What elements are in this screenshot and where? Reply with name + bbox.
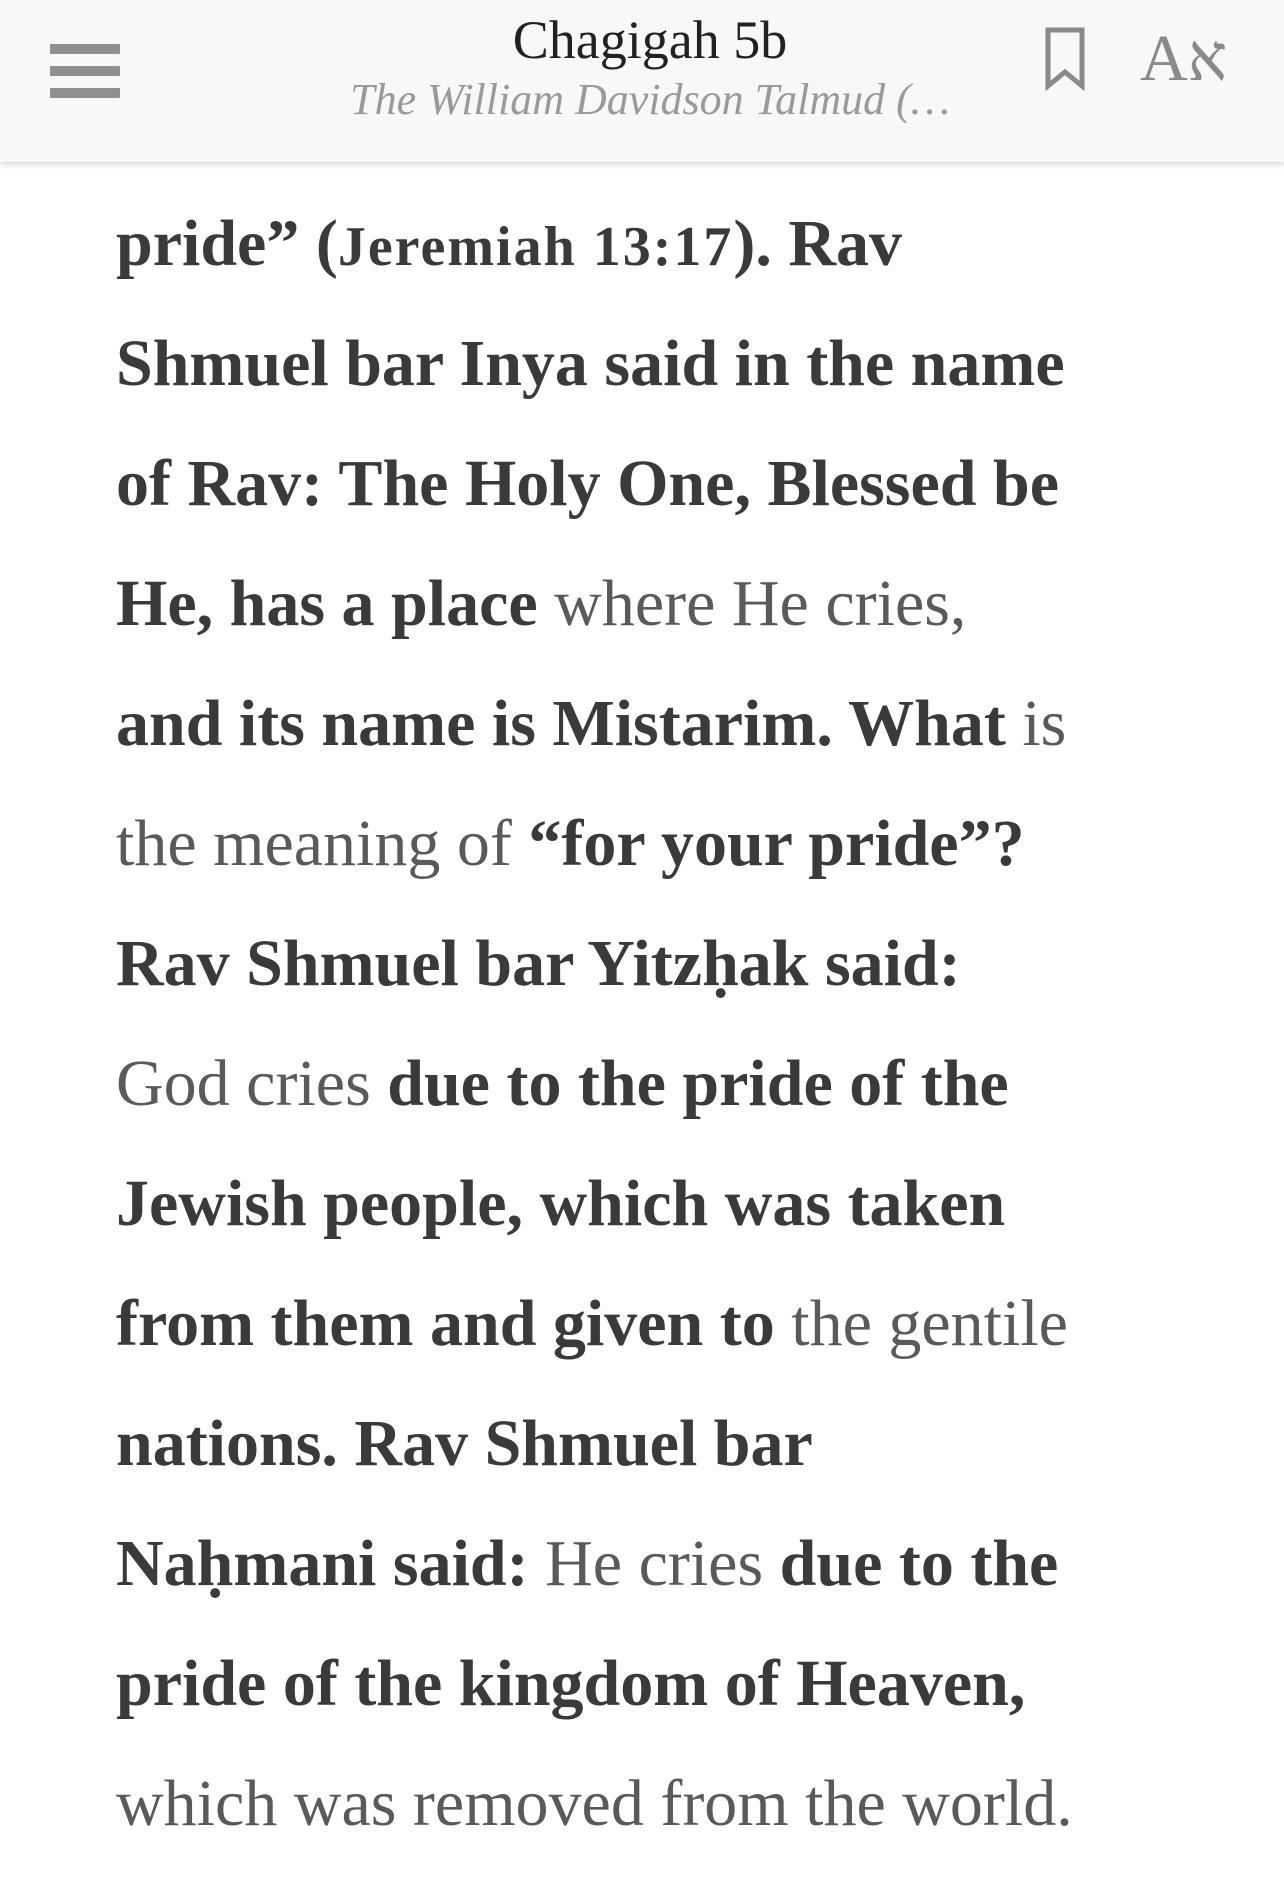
translation-text: of Rav: The Holy One, Blessed be <box>116 447 1059 520</box>
text-line <box>116 1384 1206 1504</box>
translation-text: due to the pride of the <box>387 1047 1009 1120</box>
reader-header <box>0 0 1284 162</box>
translation-text: pride” ( <box>116 207 338 280</box>
hamburger-menu-icon[interactable] <box>46 38 124 106</box>
title-block[interactable] <box>300 8 1000 128</box>
commentary-text: is <box>1022 687 1067 760</box>
text-line <box>116 904 1206 1024</box>
commentary-text: God cries <box>116 1047 388 1120</box>
text-line <box>116 424 1206 544</box>
translation-text: pride of the kingdom of Heaven, <box>116 1647 1026 1720</box>
text-line <box>116 784 1206 904</box>
translation-text: Rav Shmuel bar Yitzḥak said: <box>116 927 961 1000</box>
translation-text: Jewish people, which was taken <box>116 1167 1006 1240</box>
text-line <box>116 1144 1206 1264</box>
translation-text: and its name is Mistarim. What <box>116 687 1023 760</box>
page-title: Chagigah 5b <box>512 10 788 70</box>
text-line <box>116 1624 1206 1744</box>
translation-text: nations. Rav Shmuel bar <box>116 1407 813 1480</box>
text-line <box>116 184 1206 304</box>
page-subtitle: The William Davidson Talmud (… <box>350 75 950 124</box>
text-line <box>116 664 1206 784</box>
text-line <box>116 304 1206 424</box>
language-toggle-button[interactable]: Aא <box>1140 22 1228 95</box>
text-line <box>116 544 1206 664</box>
translation-text: due to the <box>779 1527 1059 1600</box>
text-content <box>116 184 1206 1864</box>
translation-text: “for your pride”? <box>528 807 1025 880</box>
commentary-text: the meaning of <box>116 807 529 880</box>
menu-bar <box>50 44 120 54</box>
translation-text: He, has a place <box>116 567 555 640</box>
text-line <box>116 1024 1206 1144</box>
commentary-text: where He cries, <box>554 567 967 640</box>
translation-text: ). Rav <box>733 207 903 280</box>
commentary-text: He cries <box>545 1527 780 1600</box>
text-line <box>116 1504 1206 1624</box>
menu-bar <box>50 66 120 76</box>
translation-text: Naḥmani said: <box>116 1527 546 1600</box>
text-line <box>116 1264 1206 1384</box>
verse-reference[interactable]: Jeremiah 13:17 <box>337 216 734 278</box>
commentary-text: the gentile <box>791 1287 1068 1360</box>
translation-text: Shmuel bar Inya said in the name <box>116 327 1065 400</box>
translation-text: from them and given to <box>116 1287 792 1360</box>
text-line <box>116 1744 1206 1864</box>
commentary-text: which was removed from the world. <box>116 1767 1073 1840</box>
bookmark-icon[interactable] <box>1040 26 1090 92</box>
bookmark-icon-graphic <box>1040 26 1090 92</box>
menu-bar <box>50 88 120 98</box>
